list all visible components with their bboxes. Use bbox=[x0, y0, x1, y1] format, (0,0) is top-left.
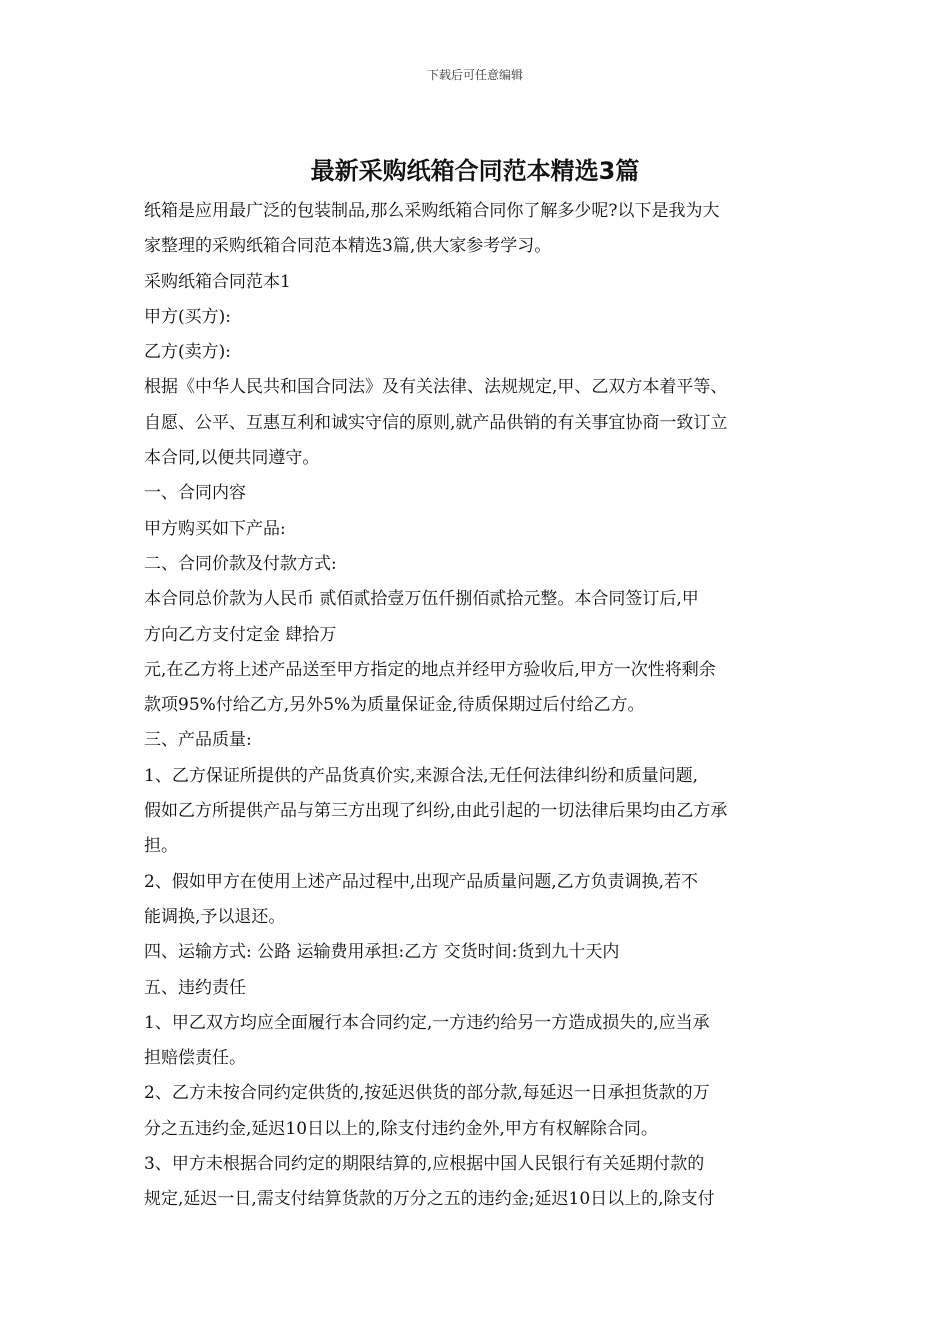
text-line: 1、乙方保证所提供的产品货真价实,来源合法,无任何法律纠纷和质量问题, bbox=[144, 765, 699, 786]
text-line: 甲方(买方): bbox=[144, 306, 231, 327]
text-line: 3、甲方未根据合同约定的期限结算的,应根据中国人民银行有关延期付款的 bbox=[144, 1154, 705, 1175]
text-line: 采购纸箱合同范本1 bbox=[144, 271, 291, 292]
text-line: 甲方购买如下产品: bbox=[144, 518, 286, 539]
text-line: 二、合同价款及付款方式: bbox=[144, 553, 337, 574]
document-title: 最新采购纸箱合同范本精选3篇 bbox=[310, 157, 640, 185]
text-line: 假如乙方所提供产品与第三方出现了纠纷,由此引起的一切法律后果均由乙方承 bbox=[144, 801, 728, 822]
text-line: 三、产品质量: bbox=[144, 730, 252, 751]
text-line: 本合同,以便共同遵守。 bbox=[144, 448, 320, 469]
text-line: 家整理的采购纸箱合同范本精选3篇,供大家参考学习。 bbox=[144, 236, 552, 257]
text-line: 纸箱是应用最广泛的包装制品,那么采购纸箱合同你了解多少呢?以下是我为大 bbox=[144, 201, 720, 221]
text-line: 自愿、公平、互惠互利和诚实守信的原则,就产品供销的有关事宜协商一致订立 bbox=[144, 412, 728, 433]
text-line: 2、乙方未按合同约定供货的,按延迟供货的部分款,每延迟一日承担货款的万 bbox=[144, 1083, 710, 1104]
document-body bbox=[144, 194, 814, 1218]
text-line: 款项95%付给乙方,另外5%为质量保证金,待质保期过后付给乙方。 bbox=[144, 695, 645, 716]
text-line: 方向乙方支付定金 肆拾万 bbox=[144, 624, 337, 645]
text-line: 规定,延迟一日,需支付结算货款的万分之五的违约金;延迟10日以上的,除支付 bbox=[144, 1189, 715, 1210]
text-line: 元,在乙方将上述产品送至甲方指定的地点并经甲方验收后,甲方一次性将剩余 bbox=[144, 659, 716, 680]
text-line: 本合同总价款为人民币 贰佰贰拾壹万伍仟捌佰贰拾元整。本合同签订后,甲 bbox=[144, 589, 699, 610]
text-line: 能调换,予以退还。 bbox=[144, 906, 286, 927]
text-line: 一、合同内容 bbox=[144, 483, 246, 504]
text-line: 根据《中华人民共和国合同法》及有关法律、法规规定,甲、乙双方本着平等、 bbox=[144, 377, 728, 398]
text-line: 四、运输方式: 公路 运输费用承担:乙方 交货时间:货到九十天内 bbox=[144, 942, 620, 963]
text-line: 乙方(卖方): bbox=[144, 342, 231, 363]
text-line: 担赔偿责任。 bbox=[144, 1048, 246, 1069]
text-line: 担。 bbox=[144, 836, 178, 857]
text-line: 2、假如甲方在使用上述产品过程中,出现产品质量问题,乙方负责调换,若不 bbox=[144, 871, 699, 892]
text-line: 分之五违约金,延迟10日以上的,除支付违约金外,甲方有权解除合同。 bbox=[144, 1118, 658, 1139]
page-header: 下载后可任意编辑 bbox=[426, 68, 523, 82]
text-line: 五、违约责任 bbox=[144, 977, 246, 998]
text-line: 1、甲乙双方均应全面履行本合同约定,一方违约给另一方造成损失的,应当承 bbox=[144, 1012, 710, 1033]
